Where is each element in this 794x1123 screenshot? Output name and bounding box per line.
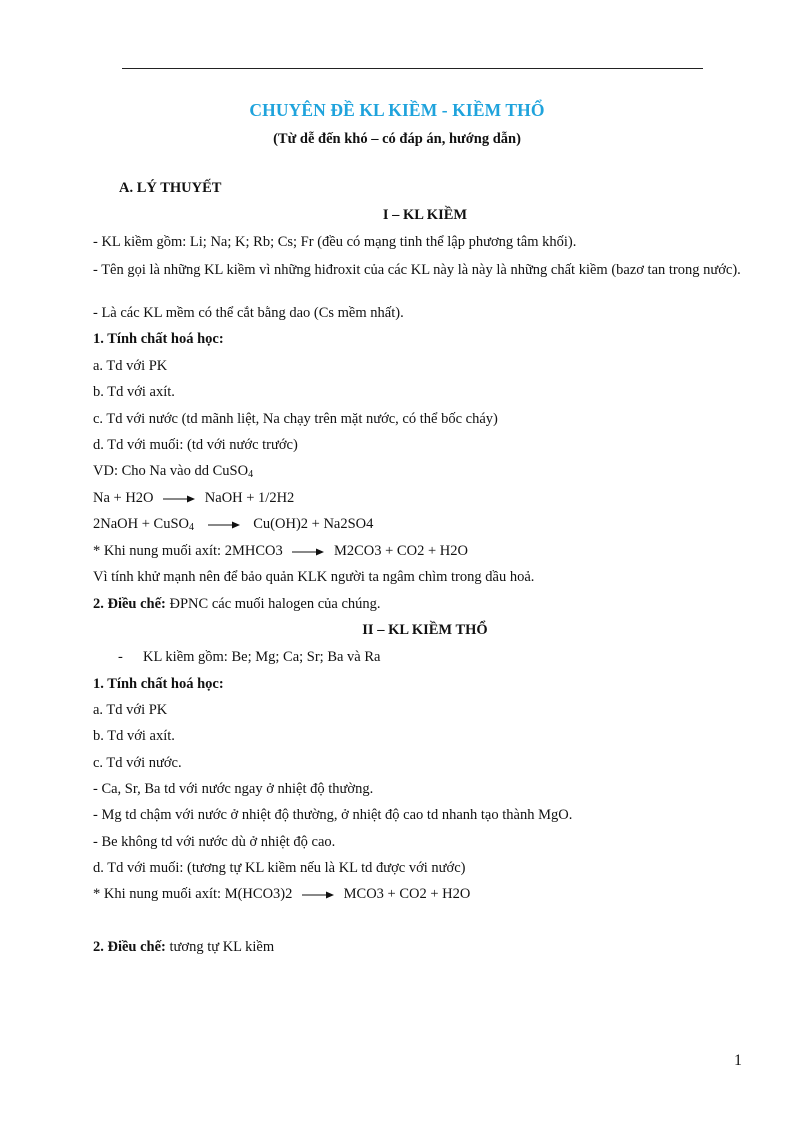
arrow-right-icon xyxy=(292,547,324,557)
page-number: 1 xyxy=(734,1052,742,1069)
section-a-heading: A. LÝ THUYẾT xyxy=(119,180,222,196)
part1-line3: - Là các KL mềm có thể cắt bằng dao (Cs mềm nhất). xyxy=(93,305,404,321)
header-rule xyxy=(122,68,703,69)
part2-chem-props-heading: 1. Tính chất hoá học: xyxy=(93,676,224,692)
part2-heading: II – KL KIỀM THỔ xyxy=(362,622,488,638)
arrow-right-icon xyxy=(208,520,240,530)
arrow-right-icon xyxy=(302,890,334,900)
part2-item-c2: - Mg td chậm với nước ở nhiệt độ thường, ở nhiệt độ cao td nhanh tạo thành MgO. xyxy=(93,807,573,823)
part2-bullet-dash: - xyxy=(118,649,123,665)
part2-item-c: c. Td với nước. xyxy=(93,755,182,771)
part1-example xyxy=(93,463,253,480)
preparation-label: 2. Điều chế: xyxy=(93,939,166,955)
part2-item-b: b. Td với axít. xyxy=(93,728,175,744)
part1-line1: - KL kiềm gồm: Li; Na; K; Rb; Cs; Fr (đều có mạng tinh thể lập phương tâm khối). xyxy=(93,234,577,250)
part1-chem-props-heading: 1. Tính chất hoá học: xyxy=(93,331,224,347)
equation-3 xyxy=(93,543,468,560)
equation-3-left: * Khi nung muối axít: 2MHCO3 xyxy=(93,543,283,559)
preparation-text: tương tự KL kiềm xyxy=(165,939,275,955)
example-text: VD: Cho Na vào dd CuSO xyxy=(93,463,249,479)
preparation-text: ĐPNC các muối halogen của chúng. xyxy=(165,596,381,612)
part2-item-a: a. Td với PK xyxy=(93,702,168,718)
equation-1 xyxy=(93,490,294,507)
part1-preparation xyxy=(93,596,381,613)
document-subtitle: (Từ dễ đến khó – có đáp án, hướng dẫn) xyxy=(273,131,521,147)
part1-item-d: d. Td với muối: (td với nước trước) xyxy=(93,437,298,453)
part2-item-c3: - Be không td với nước dù ở nhiệt độ cao. xyxy=(93,834,336,850)
part2-line1: KL kiềm gồm: Be; Mg; Ca; Sr; Ba và Ra xyxy=(143,649,381,665)
arrow-right-icon xyxy=(163,494,195,504)
part1-item-c: c. Td với nước (td mãnh liệt, Na chạy trên mặt nước, có thể bốc cháy) xyxy=(93,411,498,427)
part1-item-b: b. Td với axít. xyxy=(93,384,175,400)
equation-2-left: 2NaOH + CuSO xyxy=(93,516,189,532)
equation-2 xyxy=(93,516,373,533)
part1-line2: - Tên gọi là những KL kiềm vì những hiđroxit của các KL này là này là những chất kiềm (bazơ tan trong nước). xyxy=(93,262,741,278)
preparation-label: 2. Điều chế: xyxy=(93,596,166,612)
part1-item-a: a. Td với PK xyxy=(93,358,168,374)
part2-item-c1: - Ca, Sr, Ba td với nước ngay ở nhiệt độ thường. xyxy=(93,781,374,797)
equation-1-right: NaOH + 1/2H2 xyxy=(204,490,295,506)
part2-item-d: d. Td với muối: (tương tự KL kiềm nếu là KL td được với nước) xyxy=(93,860,466,876)
part2-equation xyxy=(93,886,470,903)
document-title: CHUYÊN ĐỀ KL KIỀM - KIỀM THỔ xyxy=(249,100,545,120)
equation-3-right: M2CO3 + CO2 + H2O xyxy=(333,543,468,559)
equation-2-subscript: 4 xyxy=(189,522,194,533)
equation-1-left: Na + H2O xyxy=(93,490,154,506)
part2-equation-left: * Khi nung muối axít: M(HCO3)2 xyxy=(93,886,293,902)
part1-heading: I – KL KIỀM xyxy=(382,207,468,223)
equation-2-right: Cu(OH)2 + Na2SO4 xyxy=(253,516,374,532)
part2-equation-right: MCO3 + CO2 + H2O xyxy=(343,886,471,902)
part2-preparation xyxy=(93,939,274,956)
example-subscript: 4 xyxy=(248,469,254,480)
part1-storage-note: Vì tính khử mạnh nên để bảo quản KLK người ta ngâm chìm trong dầu hoả. xyxy=(93,569,535,585)
